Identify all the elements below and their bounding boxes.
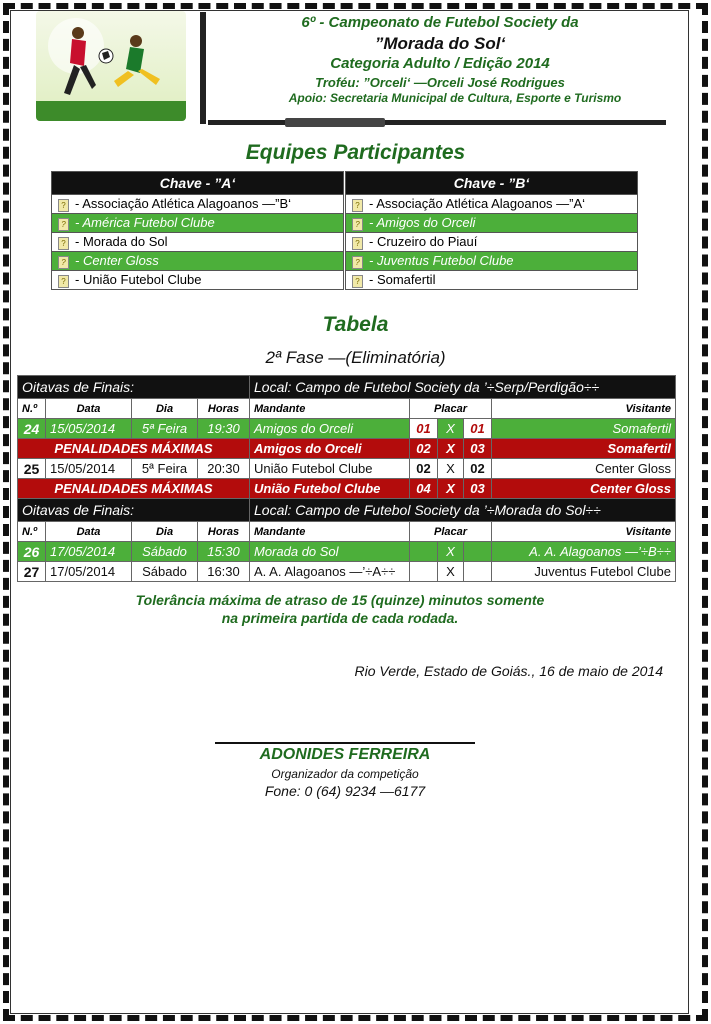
phase-title: 2ª Fase —(Eliminatória) <box>265 348 446 367</box>
championship-logo <box>36 11 186 121</box>
header-line3: Categoria Adulto / Edição 2014 <box>330 55 550 72</box>
team-row: ? - Somafertil <box>346 271 638 290</box>
trophy-icon: ? <box>352 256 363 269</box>
header-line5: Apoio: Secretaria Municipal de Cultura, Esporte e Turismo <box>288 91 622 105</box>
section-header <box>18 499 676 522</box>
trophy-icon: ? <box>352 199 363 212</box>
trophy-icon: ? <box>58 218 69 231</box>
local-label: Local: Campo de Futebol Society da ’÷Serp/Perdigão÷÷ <box>250 376 676 399</box>
team-row: ? - Morada do Sol <box>52 233 344 252</box>
team-row: ? - Cruzeiro do Piauí <box>346 233 638 252</box>
header-line2: ”Morada do Sol‘ <box>374 34 506 53</box>
tolerance-note-line2: na primeira partida de cada rodada. <box>221 610 459 626</box>
signature-role: Organizador da competição <box>271 767 419 781</box>
chave-a-table <box>51 171 344 290</box>
team-row: ? - Associação Atlética Alagoanos —”A‘ <box>346 195 638 214</box>
signature-name: ADONIDES FERREIRA <box>259 746 431 763</box>
equipes-title: Equipes Participantes <box>245 141 466 164</box>
team-row: ? - Center Gloss <box>52 252 344 271</box>
team-row: ? - América Futebol Clube <box>52 214 344 233</box>
tolerance-note-line1: Tolerância máxima de atraso de 15 (quinze) minutos somente <box>135 592 545 608</box>
trophy-icon: ? <box>58 237 69 250</box>
chave-b-table <box>345 171 638 290</box>
header-bar-accent <box>285 118 385 127</box>
signature-line <box>215 742 475 744</box>
team-row: ? - Juventus Futebol Clube <box>346 252 638 271</box>
game-row: 27 17/05/2014 Sábado 16:30 A. A. Alagoanos —’÷A÷÷ X Juventus Futebol Clube <box>18 562 676 582</box>
trophy-icon: ? <box>352 275 363 288</box>
team-row: ? - União Futebol Clube <box>52 271 344 290</box>
header-horizontal-bar <box>208 120 666 125</box>
header-vertical-bar <box>200 12 206 124</box>
place-date: Rio Verde, Estado de Goiás., 16 de maio de 2014 <box>354 663 663 679</box>
chave-a-header: Chave - ”A‘ <box>52 172 344 195</box>
team-row: ? - Associação Atlética Alagoanos —”B‘ <box>52 195 344 214</box>
chave-b-header: Chave - ”B‘ <box>346 172 638 195</box>
soccer-players-illustration <box>36 11 186 121</box>
penalty-row: PENALIDADES MÁXIMAS União Futebol Clube 04 X 03 Center Gloss <box>18 479 676 499</box>
penalty-row: PENALIDADES MÁXIMAS Amigos do Orceli 02 X 03 Somafertil <box>18 439 676 459</box>
local-label: Local: Campo de Futebol Society da ’÷Morada do Sol÷÷ <box>250 499 676 522</box>
trophy-icon: ? <box>58 199 69 212</box>
tabela-title: Tabela <box>322 313 389 336</box>
stage-label: Oitavas de Finais: <box>18 376 250 399</box>
header-line1: 6º - Campeonato de Futebol Society da <box>301 14 579 31</box>
header-line4: Troféu: ”Orceli‘ —Orceli José Rodrigues <box>315 75 565 90</box>
section-header <box>18 376 676 399</box>
trophy-icon: ? <box>58 275 69 288</box>
team-row: ? - Amigos do Orceli <box>346 214 638 233</box>
game-row: 26 17/05/2014 Sábado 15:30 Morada do Sol X A. A. Alagoanos —’÷B÷÷ <box>18 542 676 562</box>
games-table <box>17 375 676 582</box>
trophy-icon: ? <box>58 256 69 269</box>
column-headers: N.º Data Dia Horas Mandante Placar Visitante <box>18 522 676 542</box>
game-row: 25 15/05/2014 5ª Feira 20:30 União Futebol Clube 02 X 02 Center Gloss <box>18 459 676 479</box>
signature-phone: Fone: 0 (64) 9234 —6177 <box>264 783 426 799</box>
column-headers: N.º Data Dia Horas Mandante Placar Visitante <box>18 399 676 419</box>
game-row: 24 15/05/2014 5ª Feira 19:30 Amigos do Orceli 01 X 01 Somafertil <box>18 419 676 439</box>
trophy-icon: ? <box>352 218 363 231</box>
trophy-icon: ? <box>352 237 363 250</box>
stage-label: Oitavas de Finais: <box>18 499 250 522</box>
